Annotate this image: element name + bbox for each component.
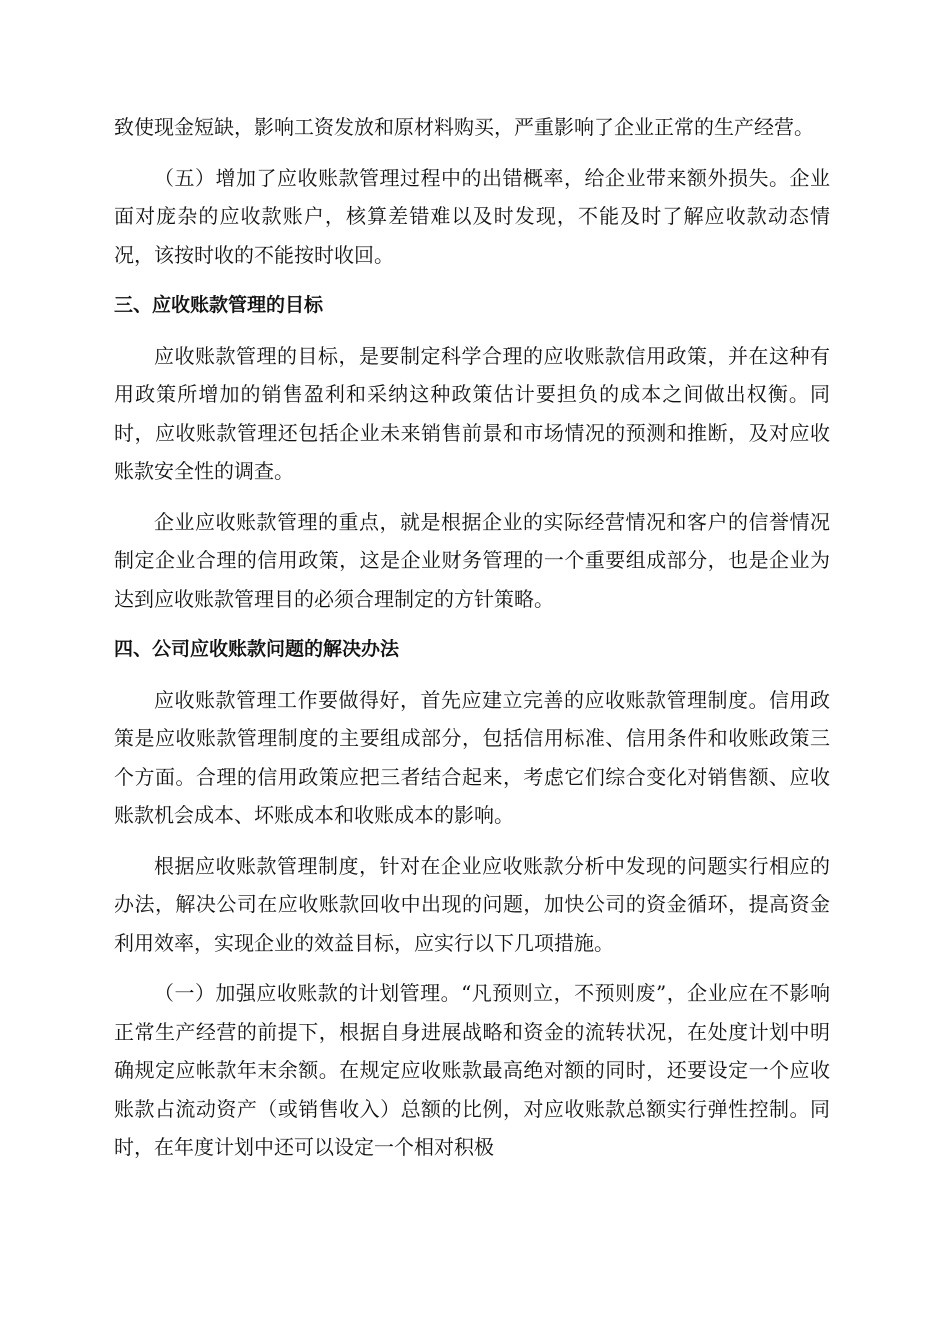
paragraph-item-five: （五）增加了应收账款管理过程中的出错概率，给企业带来额外损失。企业面对庞杂的应收款账户，核算差错难以及时发现，不能及时了解应收款动态情况，该按时收的不能按时收回。 [114, 165, 830, 267]
section-heading-four: 四、公司应收账款问题的解决办法 [114, 638, 400, 660]
paragraph-management-system: 应收账款管理工作要做得好，首先应建立完善的应收账款管理制度。信用政策是应收账款管理制度的主要组成部分，包括信用标准、信用条件和收账政策三个方面。合理的信用政策应把三者结合起来，考虑它们综合变化对销售额、应收账款机会成本、坏账成本和收账成本的影响。 [114, 687, 830, 827]
document-page [114, 108, 830, 1179]
paragraph-goal-focus: 企业应收账款管理的重点，就是根据企业的实际经营情况和客户的信誉情况制定企业合理的信用政策，这是企业财务管理的一个重要组成部分，也是企业为达到应收账款管理目的必须合理制定的方针策略。 [114, 509, 830, 611]
paragraph-goal-definition: 应收账款管理的目标，是要制定科学合理的应收账款信用政策，并在这种有用政策所增加的销售盈利和采纳这种政策估计要担负的成本之间做出权衡。同时，应收账款管理还包括企业未来销售前景和市场情况的预测和推断，及对应收账款安全性的调查。 [114, 343, 830, 483]
section-heading-three: 三、应收账款管理的目标 [114, 294, 324, 316]
paragraph-measures-intro: 根据应收账款管理制度，针对在企业应收账款分析中发现的问题实行相应的办法，解决公司在应收账款回收中出现的问题，加快公司的资金循环，提高资金利用效率，实现企业的效益目标，应实行以下几项措施。 [114, 853, 830, 955]
paragraph-item-one: （一）加强应收账款的计划管理。“凡预则立，不预则废”，企业应在不影响正常生产经营的前提下，根据自身进展战略和资金的流转状况，在处度计划中明确规定应帐款年末余额。在规定应收账款最高绝对额的同时，还要设定一个应收账款占流动资产（或销售收入）总额的比例，对应收账款总额实行弹性控制。同时，在年度计划中还可以设定一个相对积极 [114, 981, 830, 1159]
paragraph-continuation: 致使现金短缺，影响工资发放和原材料购买，严重影响了企业正常的生产经营。 [114, 115, 814, 139]
